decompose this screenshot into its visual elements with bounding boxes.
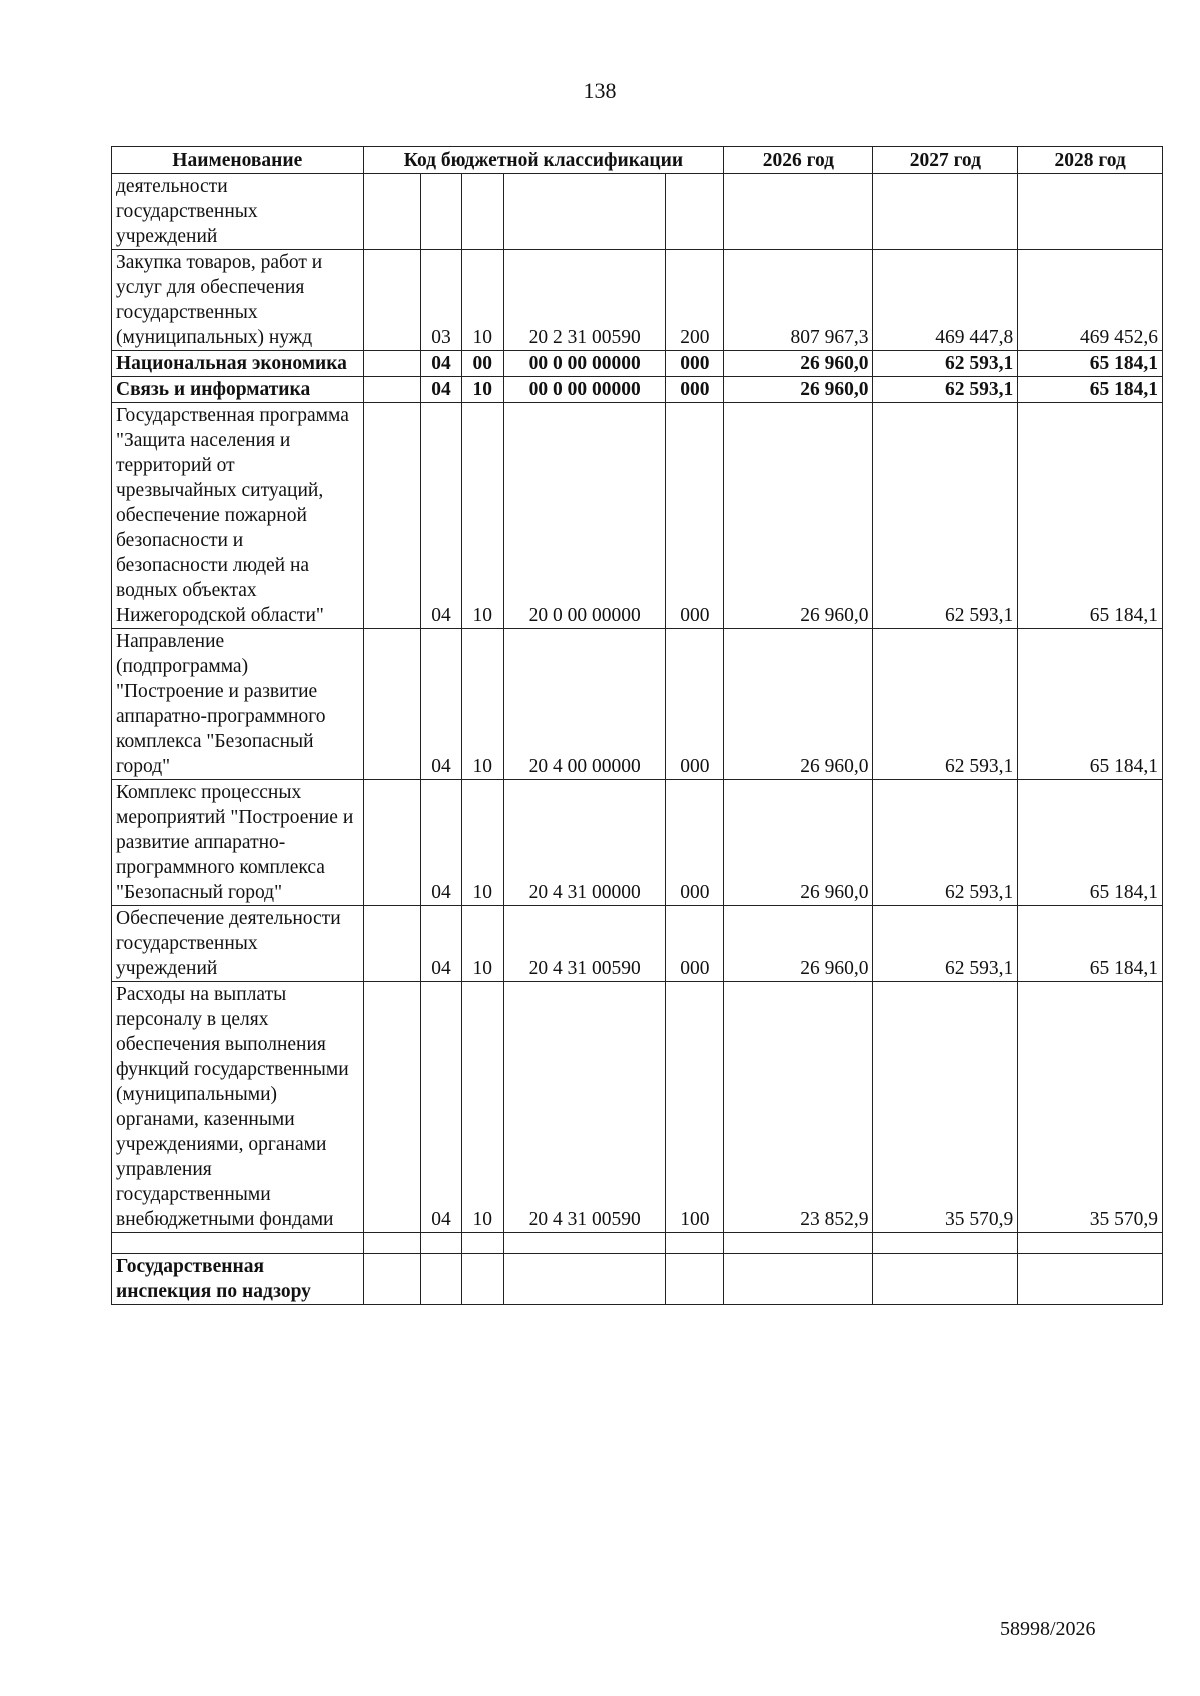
table-row <box>112 629 1163 780</box>
row-expense-type: 100 <box>666 982 724 1233</box>
row-expense-type <box>666 174 724 250</box>
row-2027: 62 593,1 <box>873 403 1018 629</box>
row-2027: 62 593,1 <box>873 629 1018 780</box>
table-row <box>112 780 1163 906</box>
row-pad <box>363 982 421 1233</box>
row-target: 20 4 00 00000 <box>503 629 666 780</box>
row-pad <box>363 351 421 377</box>
row-target: 00 0 00 00000 <box>503 377 666 403</box>
row-target <box>503 174 666 250</box>
row-target: 20 4 31 00000 <box>503 780 666 906</box>
row-2026: 26 960,0 <box>724 780 873 906</box>
row-section: 04 <box>421 377 461 403</box>
row-2027 <box>873 174 1018 250</box>
row-2028: 35 570,9 <box>1018 982 1163 1233</box>
row-expense-type: 000 <box>666 403 724 629</box>
table-row <box>112 982 1163 1233</box>
row-subsection: 10 <box>461 906 503 982</box>
row-target: 20 0 00 00000 <box>503 403 666 629</box>
row-2027: 62 593,1 <box>873 351 1018 377</box>
row-section <box>421 1254 461 1305</box>
row-2026: 23 852,9 <box>724 982 873 1233</box>
row-subsection: 10 <box>461 250 503 351</box>
row-pad <box>363 629 421 780</box>
row-2026 <box>724 1254 873 1305</box>
row-name: Комплекс процессных мероприятий "Построение и развитие аппаратно-программного комплекса "Безопасный город" <box>112 780 364 906</box>
row-2026: 26 960,0 <box>724 906 873 982</box>
row-section: 04 <box>421 780 461 906</box>
row-2028: 65 184,1 <box>1018 906 1163 982</box>
row-pad <box>363 1254 421 1305</box>
row-2026: 26 960,0 <box>724 629 873 780</box>
row-name: деятельности государственных учреждений <box>112 174 364 250</box>
header-2028: 2028 год <box>1018 147 1163 174</box>
row-name: Направление (подпрограмма) "Построение и развитие аппаратно-программного комплекса "Безопасный город" <box>112 629 364 780</box>
row-pad <box>363 377 421 403</box>
row-2028 <box>1018 1254 1163 1305</box>
row-section <box>421 174 461 250</box>
row-name: Государственная инспекция по надзору <box>112 1254 364 1305</box>
table-header-row <box>112 147 1163 174</box>
document-id: 58998/2026 <box>1000 1618 1096 1640</box>
row-subsection: 10 <box>461 377 503 403</box>
row-subsection <box>461 1254 503 1305</box>
row-2026 <box>724 174 873 250</box>
row-pad <box>363 906 421 982</box>
row-section: 04 <box>421 982 461 1233</box>
row-2028: 469 452,6 <box>1018 250 1163 351</box>
row-name: Расходы на выплаты персоналу в целях обеспечения выполнения функций государственными (муниципальными) органами, казенными учреждениями, органами управления государственными внебюджетными фондами <box>112 982 364 1233</box>
row-2026: 807 967,3 <box>724 250 873 351</box>
row-expense-type: 000 <box>666 780 724 906</box>
row-pad <box>363 780 421 906</box>
row-pad <box>363 174 421 250</box>
header-2027: 2027 год <box>873 147 1018 174</box>
row-section: 04 <box>421 629 461 780</box>
row-2028: 65 184,1 <box>1018 351 1163 377</box>
row-2028: 65 184,1 <box>1018 629 1163 780</box>
row-name: Обеспечение деятельности государственных учреждений <box>112 906 364 982</box>
row-target: 00 0 00 00000 <box>503 351 666 377</box>
row-2027 <box>873 1254 1018 1305</box>
row-section: 04 <box>421 403 461 629</box>
row-target: 20 4 31 00590 <box>503 906 666 982</box>
row-2028: 65 184,1 <box>1018 377 1163 403</box>
table-row <box>112 403 1163 629</box>
table-row <box>112 1254 1163 1305</box>
row-expense-type: 200 <box>666 250 724 351</box>
page-number: 138 <box>583 78 617 103</box>
row-expense-type <box>666 1254 724 1305</box>
table-row <box>112 377 1163 403</box>
row-name: Закупка товаров, работ и услуг для обеспечения государственных (муниципальных) нужд <box>112 250 364 351</box>
budget-table <box>111 146 1163 1305</box>
row-subsection: 10 <box>461 982 503 1233</box>
row-2026: 26 960,0 <box>724 377 873 403</box>
row-subsection <box>461 174 503 250</box>
row-name: Связь и информатика <box>112 377 364 403</box>
row-pad <box>363 250 421 351</box>
table-row-empty <box>112 1233 1163 1254</box>
row-section: 03 <box>421 250 461 351</box>
row-expense-type: 000 <box>666 377 724 403</box>
row-2027: 62 593,1 <box>873 906 1018 982</box>
row-expense-type: 000 <box>666 351 724 377</box>
header-2026: 2026 год <box>724 147 873 174</box>
row-target: 20 2 31 00590 <box>503 250 666 351</box>
table-row <box>112 250 1163 351</box>
row-section: 04 <box>421 351 461 377</box>
row-expense-type: 000 <box>666 629 724 780</box>
row-2028 <box>1018 174 1163 250</box>
row-2026: 26 960,0 <box>724 403 873 629</box>
header-code: Код бюджетной классификации <box>363 147 724 174</box>
row-section: 04 <box>421 906 461 982</box>
row-name: Национальная экономика <box>112 351 364 377</box>
row-subsection: 10 <box>461 780 503 906</box>
row-expense-type: 000 <box>666 906 724 982</box>
row-subsection: 00 <box>461 351 503 377</box>
row-2028: 65 184,1 <box>1018 403 1163 629</box>
header-name: Наименование <box>112 147 364 174</box>
table-row <box>112 906 1163 982</box>
row-target <box>503 1254 666 1305</box>
row-subsection: 10 <box>461 629 503 780</box>
row-2027: 469 447,8 <box>873 250 1018 351</box>
table-row <box>112 351 1163 377</box>
row-2027: 62 593,1 <box>873 780 1018 906</box>
table-row <box>112 174 1163 250</box>
row-2028: 65 184,1 <box>1018 780 1163 906</box>
row-subsection: 10 <box>461 403 503 629</box>
row-2026: 26 960,0 <box>724 351 873 377</box>
row-target: 20 4 31 00590 <box>503 982 666 1233</box>
row-pad <box>363 403 421 629</box>
row-2027: 62 593,1 <box>873 377 1018 403</box>
row-name: Государственная программа "Защита населения и территорий от чрезвычайных ситуаций, обеспечение пожарной безопасности и безопасности людей на водных объектах Нижегородской области" <box>112 403 364 629</box>
row-2027: 35 570,9 <box>873 982 1018 1233</box>
